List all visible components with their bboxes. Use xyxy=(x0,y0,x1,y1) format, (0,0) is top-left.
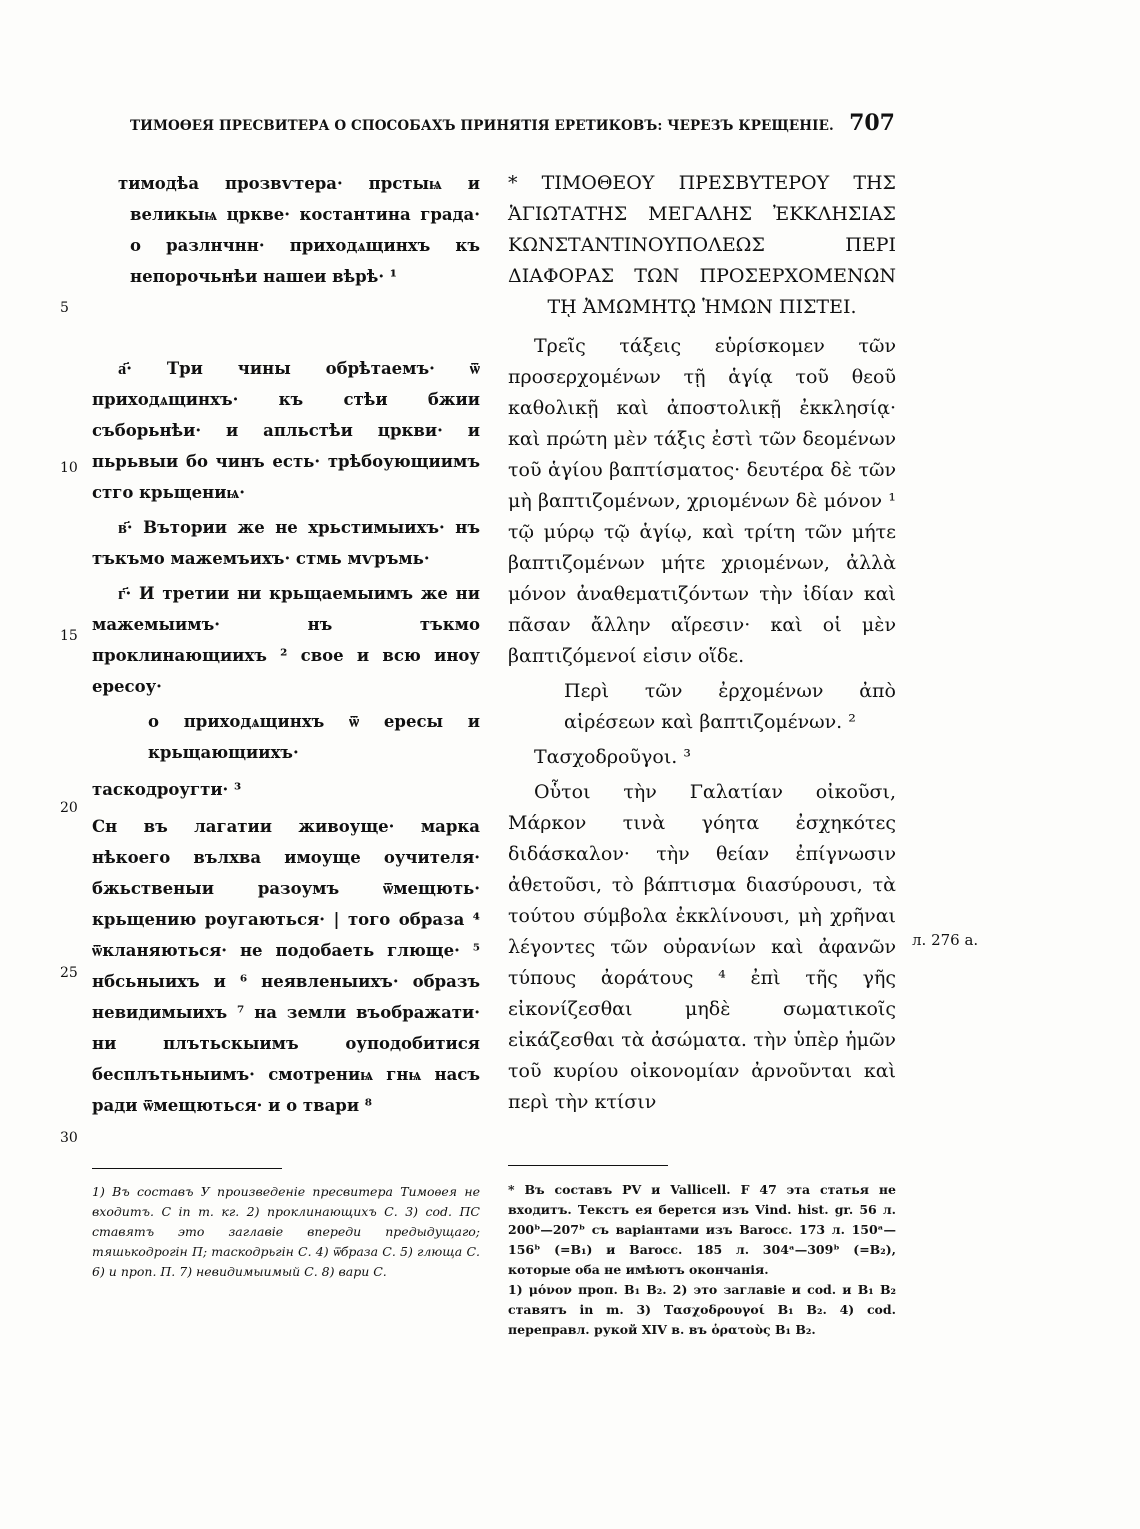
slavonic-paragraph-4: Сн въ лагатии живоуще· марка нѣкоего вълхва имоуще оучителя· бжьственыи разоумъ ѿмещють· крьщению роугаються· | того образа ⁴ ѿкланяються· не подобаеть глюще· ⁵ нбсьныихъ и ⁶ неявленыихъ· образъ невидимыихъ ⁷ на земли въображати· ни плътьскыимъ оуподобитися бесплътьныимъ· смотрениѩ гнѩ насъ ради ѿмещються· и о твари ⁸ xyxy=(92,817,480,1115)
greek-column xyxy=(508,168,896,1118)
greek-section-head: Τασχοδροῦγοι. ³ xyxy=(534,746,691,768)
footnotes-right-notes: 1) μόνον проп. B₁ B₂. 2) это заглавіе и cod. и B₁ B₂ ставятъ in m. 3) Τασχοδρουγοί B₁ B₂. 4) cod. переправл. рукой XIV в. въ ὁρατοὺς B₁ B₂. xyxy=(508,1282,896,1337)
running-title: ТИМОѲЕЯ ПРЕСВИТЕРА О СПОСОБАХЪ ПРИНЯТІЯ ЕРЕТИКОВЪ: ЧЕРЕЗЪ КРЕЩЕНІЕ. xyxy=(130,118,834,134)
greek-paragraph-2: Οὗτοι τὴν Γαλατίαν οἰκοῦσι, Μάρκον τινὰ γόητα ἐσχηκότες διδάσκαλον· τὴν θείαν ἐπίγνωσιν ἀθετοῦσι, τὸ βάπτισμα διασύρουσι, τὰ τούτου σύμβολα ἐκκλίνουσι, μὴ χρῆναι λέγοντες τῶν οὐρανίων καὶ ἀφανῶν τύπους ἀοράτους ⁴ ἐπὶ τῆς γῆς εἰκονίζεσθαι μηδὲ σωματικοῖς εἰκάζεσθαι τὰ ἀσώματα. τὴν ὑπὲρ ἡμῶν τοῦ κυρίου οἰκονομίαν ἀρνοῦνται καὶ περὶ τὴν κτίσιν xyxy=(508,781,896,1113)
footnote-rule-left xyxy=(92,1168,282,1169)
slavonic-paragraph-1: а҃· Три чины обрѣтаемъ· ѿ приходѧщинхъ· къ стѣи бжии съборьнѣи· и апльстѣи цркви· и пьрьвыи бо чинъ есть· трѣбоующиимъ стго крьщениѩ· xyxy=(92,359,480,502)
slavonic-subtitle: о приходѧщинхъ ѿ ересы и крьщающиихъ· xyxy=(148,712,480,762)
margin-note: л. 276 а. xyxy=(912,931,979,949)
line-number-5: 5 xyxy=(60,300,69,316)
slavonic-paragraph-2: в҃· Вътории же не хрьстимыихъ· нъ тъкъмо мажемъихъ· стмь мѵръмь· xyxy=(92,518,480,568)
slavonic-title: тимодѣа прозвѵтера· прстыѩ и великыѩ цркве· костантина града· о разлнчнн· приходѧщинхъ къ непорочьнѣи нашеи вѣрѣ· ¹ xyxy=(118,174,480,286)
footnotes-left xyxy=(92,1182,480,1282)
line-number-10: 10 xyxy=(60,460,78,476)
greek-subtitle: Περὶ τῶν ἐρχομένων ἀπὸ αἱρέσεων καὶ βαπτιζομένων. ² xyxy=(564,680,896,733)
footnote-star: * Въ составъ PV и Vallicell. F 47 эта статья не входитъ. Текстъ ея берется изъ Vind. hist. gr. 56 л. 200ᵇ—207ᵇ съ варіантами изъ Barocc. 173 л. 150ᵃ—156ᵇ (=B₁) и Barocc. 185 л. 304ᵃ—309ᵇ (=B₂), которые оба не имѣютъ окончанія. xyxy=(508,1182,896,1277)
slavonic-section-head: таскодроугти· ³ xyxy=(92,780,242,799)
footnotes-left-text: 1) Въ составъ У произведеніе пресвитера Тимоѳея не входитъ. С in m. кг. 2) проклинающихъ С. 3) cod. ПС ставятъ это заглавіе впереди предыдущаго; тяшькодрогін П; таскодрьгін С. 4) ѿбраза С. 5) глюща С. 6) и проп. П. 7) невидимыимый С. 8) вари С. xyxy=(92,1184,480,1279)
slavonic-column xyxy=(92,168,480,1121)
footnote-rule-right xyxy=(508,1165,668,1166)
greek-paragraph-1: Τρεῖς τάξεις εὑρίσκομεν τῶν προσερχομένων τῇ ἁγίᾳ τοῦ θεοῦ καθολικῇ καὶ ἀποστολικῇ ἐκκλησίᾳ· καὶ πρώτη μὲν τάξις ἐστὶ τῶν δεομένων τοῦ ἁγίου βαπτίσματος· δευτέρα δὲ τῶν μὴ βαπτιζομένων, χριομένων δὲ μόνον ¹ τῷ μύρῳ τῷ ἁγίῳ, καὶ τρίτη τῶν μήτε βαπτιζομένων μήτε χριομένων, ἀλλὰ μόνον ἀναθεματιζόντων τὴν ἰδίαν καὶ πᾶσαν ἄλλην αἵρεσιν· καὶ οἱ μὲν βαπτιζόμενοί εἰσιν οἵδε. xyxy=(508,335,896,667)
running-header xyxy=(130,110,895,140)
footnotes-right xyxy=(508,1180,896,1340)
line-number-20: 20 xyxy=(60,800,78,816)
slavonic-paragraph-3: г҃· И третии ни крьщаемыимъ же ни мажемыимъ· нъ тъкмо проклинающиихъ ² свое и всю иноу ересоу· xyxy=(92,584,480,696)
line-number-30: 30 xyxy=(60,1130,78,1146)
page-number: 707 xyxy=(849,110,895,136)
line-number-25: 25 xyxy=(60,965,78,981)
line-number-15: 15 xyxy=(60,628,78,644)
greek-title: * ΤΙΜΟΘΕΟΥ ΠΡΕΣΒΥΤΕΡΟΥ ΤΗΣ ἉΓΙΩΤΑΤΗΣ ΜΕΓΑΛΗΣ ἘΚΚΛΗΣΙΑΣ ΚΩΝΣΤΑΝΤΙΝΟΥΠΟΛΕΩΣ ΠΕΡΙ ΔΙΑΦΟΡΑΣ ΤΩΝ ΠΡΟΣΕΡΧΟΜΕΝΩΝ Τῌ ἈΜΩΜΗΤῼ ἩΜΩΝ ΠΙΣΤΕΙ. xyxy=(508,172,896,318)
